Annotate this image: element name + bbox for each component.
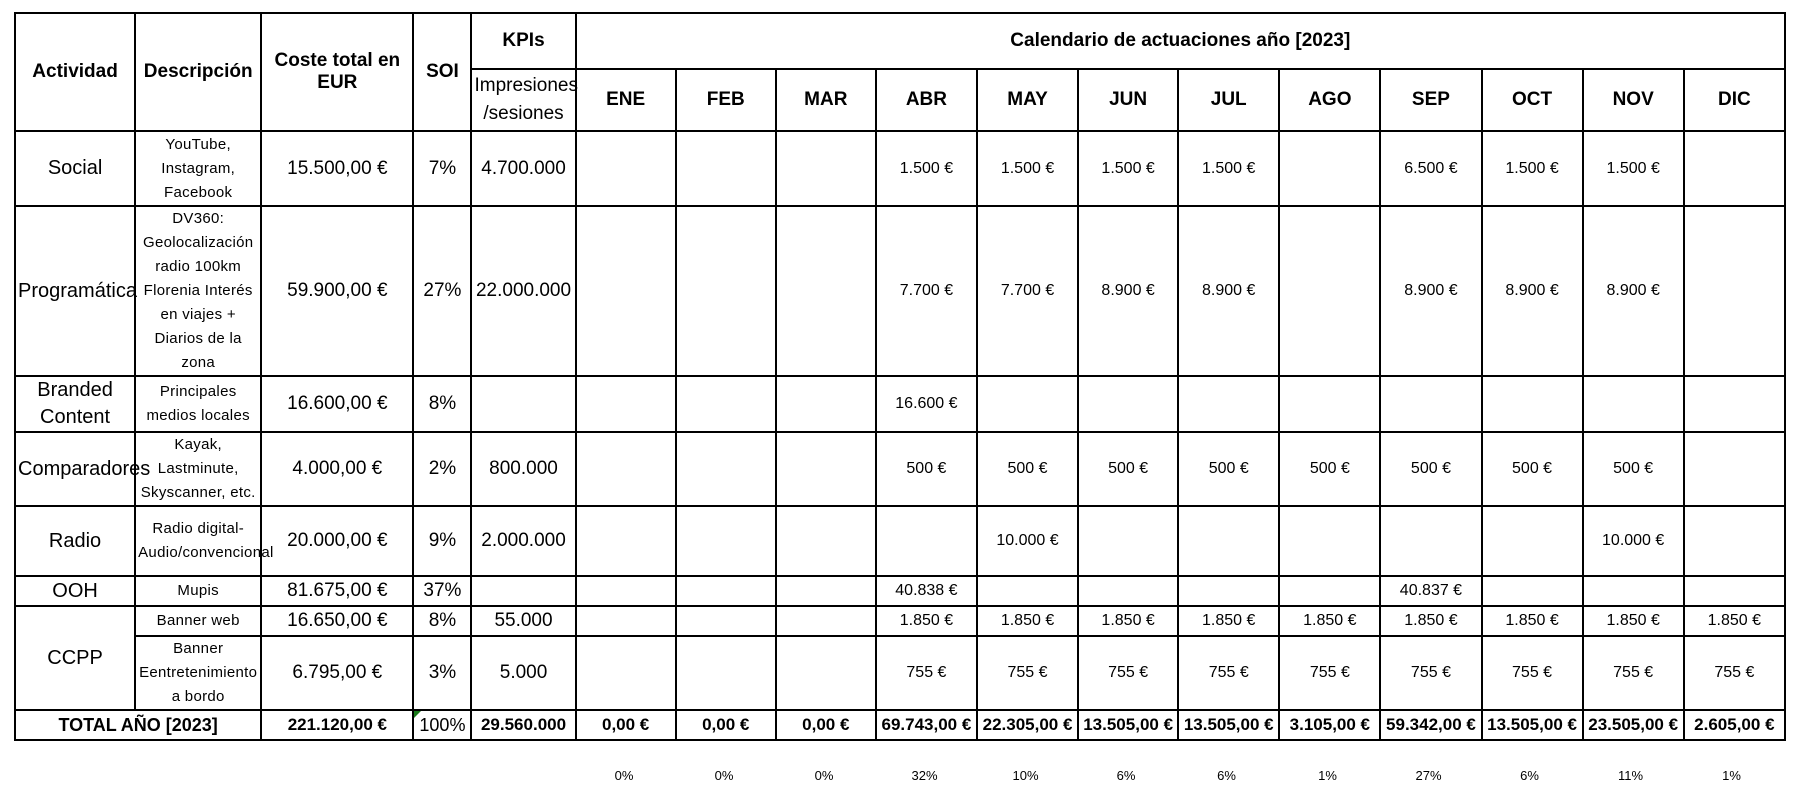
month-header: NOV <box>1583 69 1684 131</box>
description-cell: Radio digital-Audio/convencional <box>135 506 261 576</box>
total-month-cell: 0,00 € <box>676 710 776 740</box>
media-plan-table <box>14 12 1786 741</box>
month-value-cell: 8.900 € <box>1078 206 1178 376</box>
description-cell: YouTube, Instagram, Facebook <box>135 131 261 206</box>
month-value-cell <box>576 576 676 606</box>
month-value-cell: 1.850 € <box>1583 606 1684 636</box>
total-label: TOTAL AÑO [2023] <box>15 710 261 740</box>
total-cost: 221.120,00 € <box>261 710 413 740</box>
cost-cell: 4.000,00 € <box>261 432 413 506</box>
total-month-cell: 22.305,00 € <box>977 710 1078 740</box>
month-percentage: 0% <box>814 768 834 783</box>
month-value-cell: 500 € <box>977 432 1078 506</box>
soi-cell: 27% <box>413 206 471 376</box>
table-row <box>15 131 1785 206</box>
soi-cell: 8% <box>413 606 471 636</box>
month-value-cell: 8.900 € <box>1583 206 1684 376</box>
soi-cell: 2% <box>413 432 471 506</box>
month-value-cell <box>1380 506 1481 576</box>
soi-cell: 37% <box>413 576 471 606</box>
activity-cell: Branded Content <box>15 376 135 432</box>
month-header: ENE <box>576 69 676 131</box>
header-descripcion: Descripción <box>135 13 261 131</box>
cost-cell: 6.795,00 € <box>261 636 413 710</box>
month-value-cell: 6.500 € <box>1380 131 1481 206</box>
month-value-cell <box>576 636 676 710</box>
month-value-cell: 1.500 € <box>1178 131 1279 206</box>
month-value-cell <box>1178 576 1279 606</box>
month-value-cell: 500 € <box>1482 432 1583 506</box>
header-soi: SOI <box>413 13 471 131</box>
month-header: JUN <box>1078 69 1178 131</box>
month-percentage: 1% <box>1722 768 1741 783</box>
month-percentage: 0% <box>714 768 734 783</box>
month-value-cell: 1.850 € <box>1279 606 1380 636</box>
month-header: MAR <box>776 69 876 131</box>
kpi-cell: 55.000 <box>471 606 575 636</box>
month-value-cell <box>676 432 776 506</box>
month-value-cell: 1.500 € <box>1583 131 1684 206</box>
header-calendario: Calendario de actuaciones año [2023] <box>576 13 1785 69</box>
month-value-cell <box>576 376 676 432</box>
soi-cell: 3% <box>413 636 471 710</box>
total-month-cell: 13.505,00 € <box>1078 710 1178 740</box>
cost-cell: 20.000,00 € <box>261 506 413 576</box>
month-value-cell <box>1684 376 1785 432</box>
soi-cell: 7% <box>413 131 471 206</box>
activity-cell: Radio <box>15 506 135 576</box>
month-value-cell <box>977 376 1078 432</box>
month-value-cell <box>776 376 876 432</box>
activity-cell: CCPP <box>15 606 135 710</box>
kpi-cell: 22.000.000 <box>471 206 575 376</box>
month-percentage: 10% <box>1012 768 1039 783</box>
pct-spacer <box>14 768 574 783</box>
total-kpi: 29.560.000 <box>471 710 575 740</box>
month-value-cell: 1.500 € <box>876 131 977 206</box>
total-month-cell: 69.743,00 € <box>876 710 977 740</box>
month-value-cell: 1.850 € <box>977 606 1078 636</box>
total-month-cell: 13.505,00 € <box>1178 710 1279 740</box>
total-month-cell: 3.105,00 € <box>1279 710 1380 740</box>
description-cell: Mupis <box>135 576 261 606</box>
month-value-cell <box>1684 506 1785 576</box>
month-value-cell <box>676 636 776 710</box>
month-value-cell <box>1279 131 1380 206</box>
month-percentage: 6% <box>1116 768 1136 783</box>
description-cell: Kayak, Lastminute, Skyscanner, etc. <box>135 432 261 506</box>
month-value-cell: 755 € <box>1482 636 1583 710</box>
activity-cell: Programática <box>15 206 135 376</box>
month-value-cell <box>776 606 876 636</box>
month-value-cell: 1.850 € <box>1482 606 1583 636</box>
month-value-cell: 500 € <box>1279 432 1380 506</box>
month-value-cell: 1.500 € <box>1482 131 1583 206</box>
month-value-cell: 755 € <box>876 636 977 710</box>
month-percentage: 6% <box>1520 768 1539 783</box>
month-value-cell: 8.900 € <box>1380 206 1481 376</box>
month-value-cell <box>1078 506 1178 576</box>
table-row <box>15 506 1785 576</box>
month-value-cell <box>1279 376 1380 432</box>
month-value-cell <box>676 376 776 432</box>
month-value-cell: 10.000 € <box>1583 506 1684 576</box>
month-value-cell: 7.700 € <box>977 206 1078 376</box>
month-value-cell: 16.600 € <box>876 376 977 432</box>
month-value-cell: 755 € <box>977 636 1078 710</box>
month-value-cell: 10.000 € <box>977 506 1078 576</box>
header-coste: Coste total en EUR <box>261 13 413 131</box>
month-header: FEB <box>676 69 776 131</box>
month-value-cell <box>776 131 876 206</box>
month-header: OCT <box>1482 69 1583 131</box>
month-value-cell <box>1583 576 1684 606</box>
month-value-cell <box>776 636 876 710</box>
total-month-cell: 59.342,00 € <box>1380 710 1481 740</box>
header-kpis: KPIs <box>471 13 575 69</box>
month-percentage: 11% <box>1617 768 1644 783</box>
total-month-cell: 23.505,00 € <box>1583 710 1684 740</box>
month-value-cell: 500 € <box>876 432 977 506</box>
total-soi: 100% <box>413 710 471 740</box>
month-value-cell <box>576 506 676 576</box>
month-value-cell <box>1482 576 1583 606</box>
cost-cell: 59.900,00 € <box>261 206 413 376</box>
header-kpis-sub: Impresiones /sesiones <box>471 69 575 131</box>
month-value-cell <box>1482 506 1583 576</box>
month-value-cell <box>776 576 876 606</box>
month-percentages-row <box>14 768 1786 783</box>
month-value-cell: 500 € <box>1380 432 1481 506</box>
month-value-cell <box>1178 506 1279 576</box>
cost-cell: 81.675,00 € <box>261 576 413 606</box>
kpi-cell <box>471 376 575 432</box>
month-percentage: 1% <box>1318 768 1337 783</box>
kpi-cell: 2.000.000 <box>471 506 575 576</box>
month-value-cell: 40.837 € <box>1380 576 1481 606</box>
month-value-cell <box>576 131 676 206</box>
month-value-cell <box>676 506 776 576</box>
month-value-cell <box>1380 376 1481 432</box>
month-percentage: 6% <box>1217 768 1236 783</box>
month-value-cell <box>676 206 776 376</box>
month-value-cell <box>1684 206 1785 376</box>
month-value-cell <box>1178 376 1279 432</box>
month-value-cell: 500 € <box>1178 432 1279 506</box>
table-row <box>15 206 1785 376</box>
cost-cell: 16.650,00 € <box>261 606 413 636</box>
month-value-cell <box>776 206 876 376</box>
cost-cell: 16.600,00 € <box>261 376 413 432</box>
cost-cell: 15.500,00 € <box>261 131 413 206</box>
month-value-cell <box>676 576 776 606</box>
month-header: SEP <box>1380 69 1481 131</box>
month-value-cell <box>1279 576 1380 606</box>
table-row <box>15 606 1785 636</box>
kpi-cell: 4.700.000 <box>471 131 575 206</box>
month-value-cell <box>1279 506 1380 576</box>
month-value-cell <box>576 432 676 506</box>
month-value-cell <box>1684 576 1785 606</box>
table-row <box>15 376 1785 432</box>
total-month-cell: 0,00 € <box>576 710 676 740</box>
month-value-cell <box>576 206 676 376</box>
month-value-cell <box>1684 432 1785 506</box>
kpi-cell: 800.000 <box>471 432 575 506</box>
month-value-cell: 1.850 € <box>1178 606 1279 636</box>
month-value-cell: 1.850 € <box>1078 606 1178 636</box>
month-value-cell: 500 € <box>1078 432 1178 506</box>
month-header: JUL <box>1178 69 1279 131</box>
month-value-cell <box>1279 206 1380 376</box>
activity-cell: Social <box>15 131 135 206</box>
description-cell: Banner web <box>135 606 261 636</box>
month-value-cell <box>977 576 1078 606</box>
month-value-cell <box>776 506 876 576</box>
month-value-cell: 755 € <box>1684 636 1785 710</box>
month-value-cell: 8.900 € <box>1178 206 1279 376</box>
month-value-cell <box>676 606 776 636</box>
month-header: ABR <box>876 69 977 131</box>
kpi-cell: 5.000 <box>471 636 575 710</box>
soi-cell: 8% <box>413 376 471 432</box>
month-value-cell <box>1078 376 1178 432</box>
month-value-cell: 7.700 € <box>876 206 977 376</box>
month-value-cell: 755 € <box>1279 636 1380 710</box>
month-value-cell: 1.850 € <box>876 606 977 636</box>
month-value-cell: 755 € <box>1078 636 1178 710</box>
cell-comment-marker <box>414 711 421 718</box>
month-value-cell <box>776 432 876 506</box>
total-month-cell: 13.505,00 € <box>1482 710 1583 740</box>
table-row <box>15 576 1785 606</box>
month-percentage: 32% <box>911 768 938 783</box>
month-percentage: 0% <box>614 768 634 783</box>
header-actividad: Actividad <box>15 13 135 131</box>
month-value-cell: 8.900 € <box>1482 206 1583 376</box>
month-value-cell <box>576 606 676 636</box>
soi-cell: 9% <box>413 506 471 576</box>
month-value-cell <box>1482 376 1583 432</box>
month-value-cell <box>1583 376 1684 432</box>
month-value-cell: 1.500 € <box>977 131 1078 206</box>
month-value-cell: 40.838 € <box>876 576 977 606</box>
description-cell: Banner Eentretenimiento a bordo <box>135 636 261 710</box>
total-month-cell: 0,00 € <box>776 710 876 740</box>
table-row <box>15 432 1785 506</box>
month-value-cell: 1.850 € <box>1380 606 1481 636</box>
month-percentage: 27% <box>1415 768 1442 783</box>
total-row <box>15 710 1785 740</box>
month-value-cell <box>676 131 776 206</box>
total-month-cell: 2.605,00 € <box>1684 710 1785 740</box>
activity-cell: OOH <box>15 576 135 606</box>
month-value-cell: 1.500 € <box>1078 131 1178 206</box>
month-value-cell <box>876 506 977 576</box>
month-value-cell <box>1078 576 1178 606</box>
description-cell: DV360: Geolocalización radio 100km Florenia Interés en viajes + Diarios de la zona <box>135 206 261 376</box>
month-value-cell: 500 € <box>1583 432 1684 506</box>
month-header: MAY <box>977 69 1078 131</box>
month-header: AGO <box>1279 69 1380 131</box>
table-row <box>15 636 1785 710</box>
activity-cell: Comparadores <box>15 432 135 506</box>
kpi-cell <box>471 576 575 606</box>
month-value-cell: 755 € <box>1583 636 1684 710</box>
month-value-cell: 755 € <box>1380 636 1481 710</box>
month-header: DIC <box>1684 69 1785 131</box>
month-value-cell: 1.850 € <box>1684 606 1785 636</box>
month-value-cell: 755 € <box>1178 636 1279 710</box>
description-cell: Principales medios locales <box>135 376 261 432</box>
month-value-cell <box>1684 131 1785 206</box>
